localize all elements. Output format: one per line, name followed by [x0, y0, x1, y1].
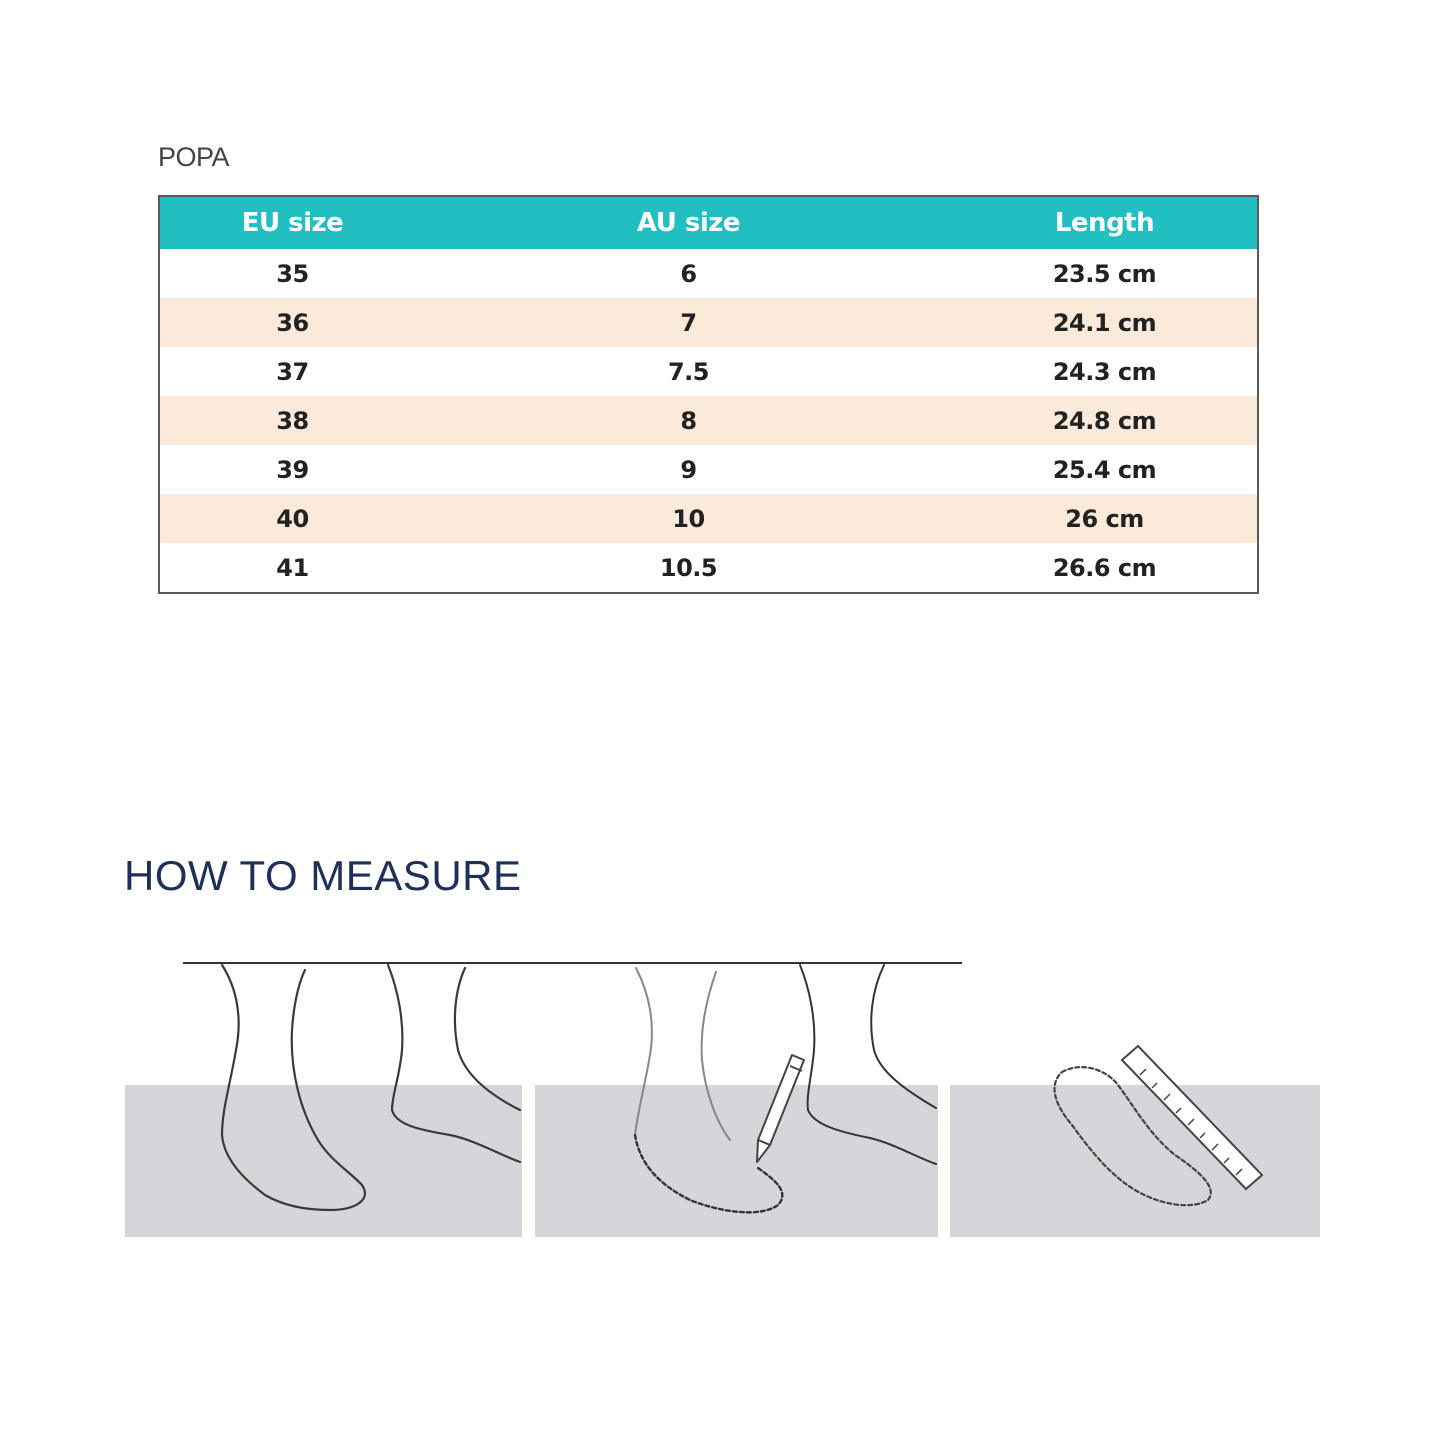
floor-panel-1	[125, 1085, 522, 1237]
cell-length: 24.3 cm	[1052, 357, 1157, 386]
table-row	[159, 347, 1258, 396]
cell-length: 26.6 cm	[1052, 553, 1157, 582]
header-au-size: AU size	[425, 196, 952, 249]
table-row	[159, 396, 1258, 445]
cell-au-size: 10	[425, 494, 952, 543]
table-row	[159, 298, 1258, 347]
cell-eu-size: 39	[276, 455, 309, 484]
header-length: Length	[952, 196, 1258, 249]
cell-au-size: 10.5	[659, 553, 718, 582]
cell-length: 24.8 cm	[952, 396, 1258, 445]
cell-au-size: 6	[680, 259, 697, 288]
size-chart-table	[158, 195, 1259, 594]
cell-eu-size: 36	[159, 298, 425, 347]
table-row	[159, 494, 1258, 543]
cell-au-size: 8	[425, 396, 952, 445]
cell-au-size: 9	[680, 455, 697, 484]
cell-eu-size: 41	[276, 553, 309, 582]
cell-eu-size: 40	[159, 494, 425, 543]
floor-panel-2	[535, 1085, 938, 1237]
cell-eu-size: 38	[159, 396, 425, 445]
cell-eu-size: 37	[276, 357, 309, 386]
cell-au-size: 7	[425, 298, 952, 347]
cell-length: 24.1 cm	[952, 298, 1258, 347]
cell-au-size: 7.5	[667, 357, 709, 386]
brand-name: POPA	[158, 142, 230, 172]
cell-eu-size: 35	[276, 259, 309, 288]
cell-length: 26 cm	[952, 494, 1258, 543]
table-row	[159, 543, 1258, 593]
table-header-row	[159, 196, 1258, 249]
table-row	[159, 249, 1258, 298]
cell-length: 25.4 cm	[1052, 455, 1157, 484]
cell-length: 23.5 cm	[1052, 259, 1157, 288]
how-to-measure-title: HOW TO MEASURE	[124, 852, 522, 899]
how-to-measure-illustration	[0, 940, 1445, 1270]
header-eu-size: EU size	[159, 196, 425, 249]
table-row	[159, 445, 1258, 494]
